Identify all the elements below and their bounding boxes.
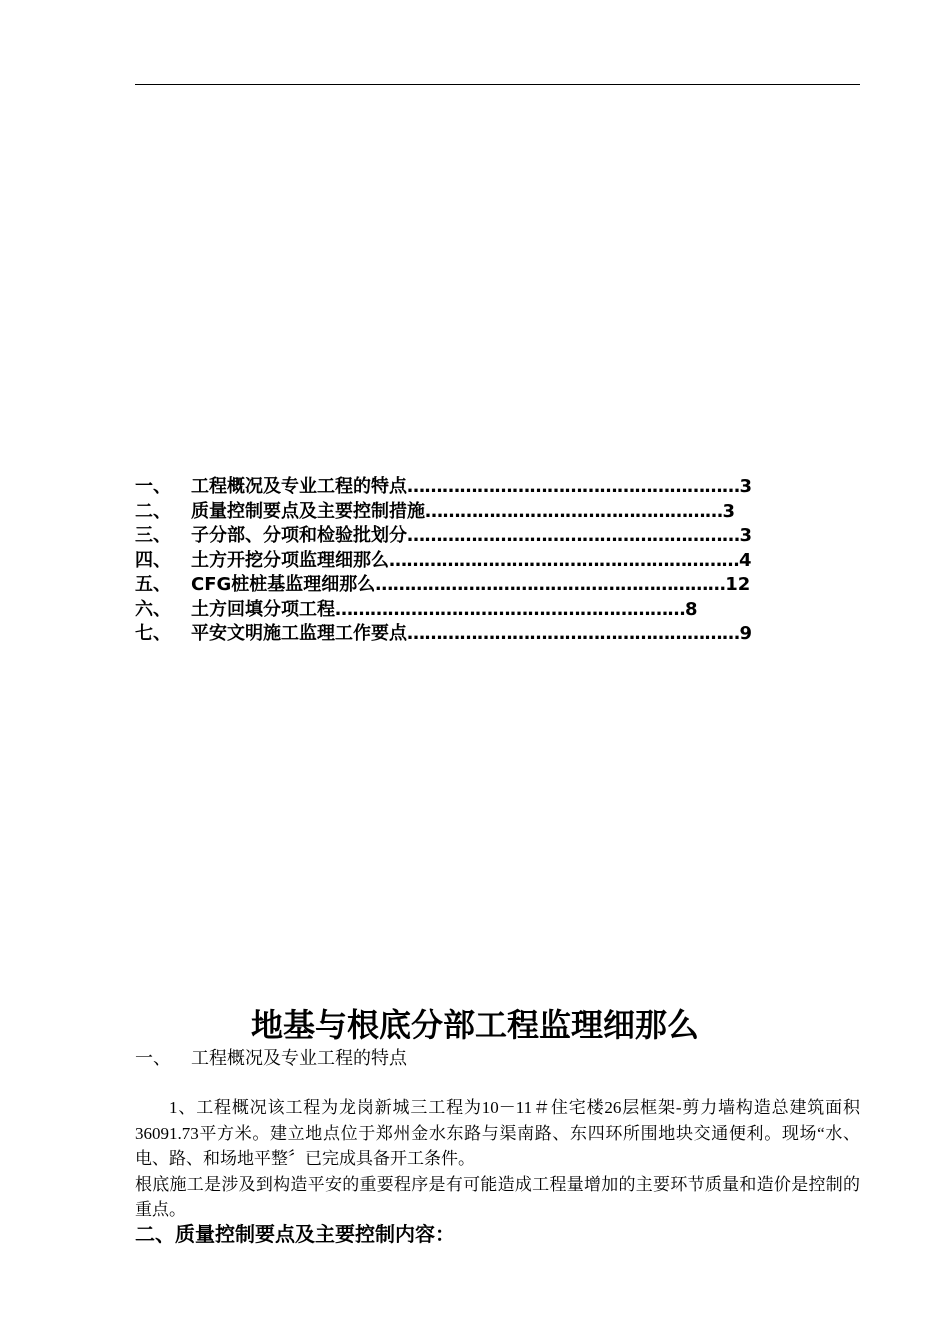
toc-leader: …………………………………………………… (335, 598, 685, 620)
toc-number: 三、 (135, 525, 171, 546)
toc-number: 二、 (135, 500, 171, 522)
toc-page-number: 9 (739, 623, 753, 644)
toc-entry[interactable] (135, 570, 865, 595)
toc-entry[interactable] (135, 619, 865, 644)
toc-title: 土方开挖分项监理细那么 (191, 549, 389, 571)
toc-title: 工程概况及专业工程的特点 (191, 476, 407, 497)
toc-page-number: 3 (739, 476, 753, 497)
body-text (135, 1095, 860, 1223)
header-rule (135, 84, 860, 85)
toc-number: 一、 (135, 476, 171, 497)
toc-title: 土方回填分项工程 (191, 598, 335, 620)
section-heading-1 (135, 1044, 407, 1070)
toc-title: CFG桩桩基监理细那么 (191, 574, 376, 595)
toc-leader: ………………………………………………… (407, 623, 740, 644)
paragraph-project-overview: 1、工程概况该工程为龙岗新城三工程为10－11＃住宅楼26层框架-剪力墙构造总建筑面积36091.73平方米。建立地点位于郑州金水东路与渠南路、东四环所围地块交通便利。现场“水、电、路、和场地平整〞已完成具备开工条件。 (135, 1098, 860, 1168)
toc-page-number: 12 (725, 574, 751, 595)
toc-entry[interactable] (135, 521, 865, 546)
toc-title: 质量控制要点及主要控制措施 (191, 500, 425, 522)
toc-number: 四、 (135, 549, 171, 571)
toc-number: 七、 (135, 623, 171, 644)
toc-leader: …………………………………………… (425, 500, 723, 522)
toc-entry[interactable] (135, 595, 865, 620)
toc-leader: …………………………………………………… (375, 574, 726, 595)
toc-entry[interactable] (135, 546, 865, 571)
toc-page-number: 3 (722, 500, 736, 522)
document-title: 地基与根底分部工程监理细那么 (250, 1006, 699, 1044)
section-number: 一、 (135, 1048, 171, 1069)
toc-page-number: 3 (739, 525, 753, 546)
toc-number: 六、 (135, 598, 171, 620)
toc-leader: ………………………………………………… (407, 525, 740, 546)
toc-page-number: 4 (739, 549, 752, 571)
toc-entry[interactable] (135, 497, 865, 522)
toc-leader: ………………………………………………… (407, 476, 740, 497)
toc-leader: …………………………………………………… (389, 549, 739, 571)
toc-number: 五、 (135, 574, 171, 595)
table-of-contents (135, 472, 865, 644)
toc-title: 子分部、分项和检验批划分 (191, 525, 407, 546)
section-title: 工程概况及专业工程的特点 (191, 1048, 407, 1069)
section-heading-2: 二、质量控制要点及主要控制内容： (135, 1222, 455, 1246)
toc-entry[interactable] (135, 472, 865, 497)
paragraph-foundation-note: 根底施工是涉及到构造平安的重要程序是有可能造成工程量增加的主要环节质量和造价是控制的重点。 (135, 1174, 860, 1219)
toc-title: 平安文明施工监理工作要点 (191, 623, 407, 644)
toc-page-number: 8 (685, 598, 698, 620)
